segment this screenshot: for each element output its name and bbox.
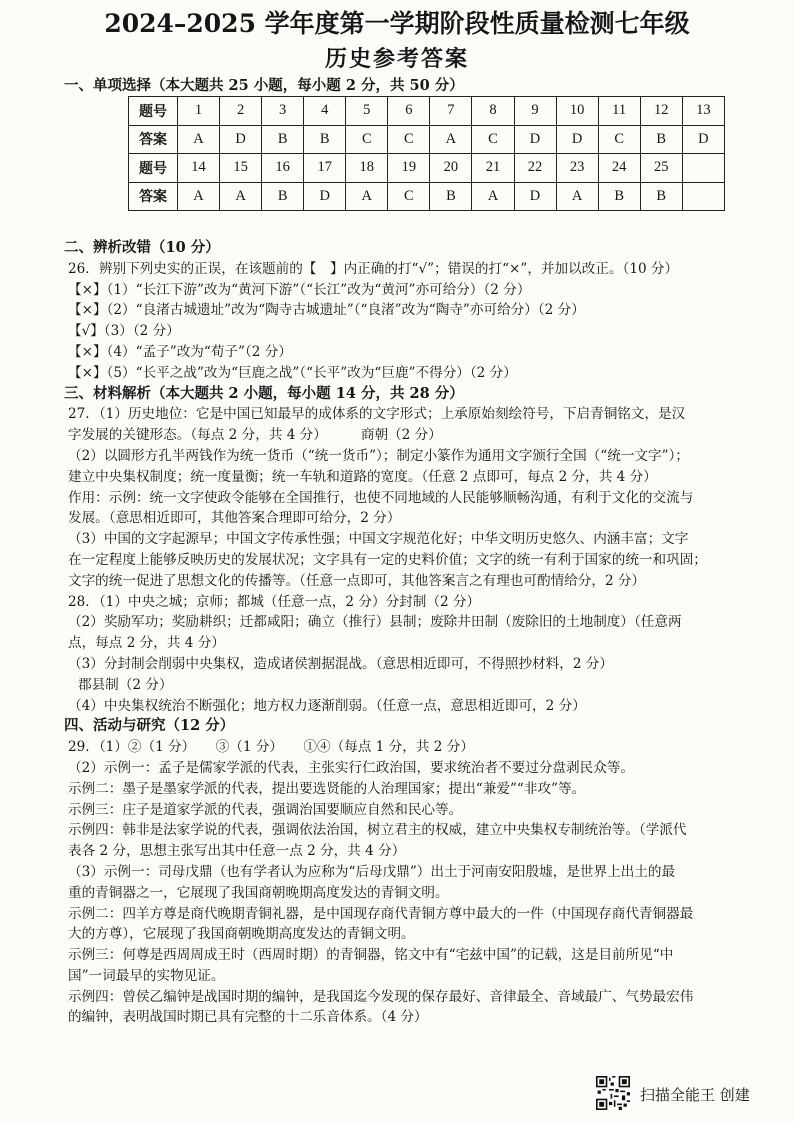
answer-line: （2）以圆形方孔半两钱作为统一货币（“统一货币”）；制定小篆作为通用文字颁行全国（“统一文字”）； [68, 447, 689, 464]
scanner-watermark [596, 1076, 786, 1112]
scanner-watermark-text: 扫描全能王 创建 [640, 1086, 750, 1104]
answer-line: 27．（1）历史地位：它是中国已知最早的成体系的文字形式；上承原始刻绘符号，下启青铜铭文，是汉 [68, 406, 686, 423]
page-subtitle: 历史参考答案 [324, 46, 469, 72]
answer-line: （3）分封制会削弱中央集权，造成诸侯割据混战。（意思相近即可，不得照抄材料，2 分） [68, 655, 613, 672]
answer-line: 【×】（2）“良渚古城遗址”改为“陶寺古城遗址”（“良渚”改为“陶寺”亦可给分）（2 分） [68, 302, 585, 319]
answer-line: 示例四：曾侯乙编钟是战国时期的编钟，是我国迄今发现的保存最好、音律最全、音域最广、气势最宏伟 [68, 988, 694, 1005]
table-cell: C [598, 125, 640, 154]
answer-line: 【×】（5）“长平之战”改为“巨鹿之战”（“长平”改为“巨鹿”不得分）（2 分） [68, 364, 517, 381]
table-cell: B [262, 182, 304, 211]
table-cell: 20 [430, 154, 472, 183]
answer-table [128, 96, 725, 211]
answer-line: （2）奖励军功；奖励耕织；迁都咸阳；确立（推行）县制；废除井田制（废除旧的土地制度）（任意两 [68, 614, 682, 631]
answer-line: 表各 2 分，思想主张写出其中任意一点 2 分，共 4 分） [68, 843, 406, 860]
table-cell: 22 [514, 154, 556, 183]
answer-line: 示例二：四羊方尊是商代晚期青铜礼器，是中国现存商代青铜方尊中最大的一件（中国现存商代青铜器最 [68, 905, 694, 922]
answer-line: 【×】（4）“孟子”改为“荀子”（2 分） [68, 343, 292, 360]
section-heading: 二、辨析改错（10 分） [64, 239, 220, 256]
answer-line: 大的方尊），它展现了我国商朝晚期高度发达的青铜文明。 [68, 926, 415, 943]
table-cell: B [430, 182, 472, 211]
answer-line: （3）示例一：司母戊鼎（也有学者认为应称为“后母戊鼎”）出土于河南安阳殷墟，是世界上出土的最 [68, 863, 676, 880]
answer-line: 重的青铜器之一，它展现了我国商朝晚期高度发达的青铜文明。 [68, 884, 449, 901]
answer-line: 示例三：何尊是西周周成王时（西周时期）的青铜器，铭文中有“宅兹中国”的记载，这是目前所见“中 [68, 947, 674, 964]
table-cell: D [682, 125, 724, 154]
table-cell: C [388, 125, 430, 154]
table-cell: B [304, 125, 346, 154]
answer-line: 文字的统一促进了思想文化的传播等。（任意一点即可，其他答案言之有理也可酌情给分，2 分） [68, 572, 646, 589]
table-cell: D [220, 125, 262, 154]
table-cell: 23 [556, 154, 598, 183]
answer-line: 字发展的关键形态。（每点 2 分，共 4 分） 商朝（2 分） [68, 427, 442, 444]
answer-line: 点，每点 2 分，共 4 分） [68, 635, 225, 652]
table-cell: 7 [430, 97, 472, 126]
table-cell: 12 [640, 97, 682, 126]
answer-line: 【×】（1）“长江下游”改为“黄河下游”（“长江”改为“黄河”亦可给分）（2 分） [68, 281, 531, 298]
table-cell: A [472, 182, 514, 211]
table-cell: 11 [598, 97, 640, 126]
answer-line: 国”一词最早的实物见证。 [68, 967, 225, 984]
table-cell: 16 [262, 154, 304, 183]
table-cell: A [178, 182, 220, 211]
qr-code-icon [596, 1076, 630, 1110]
table-cell: 10 [556, 97, 598, 126]
table-row [129, 182, 725, 211]
section-heading: 四、活动与研究（12 分） [64, 717, 235, 735]
section-heading-single-choice: 一、单项选择（本大题共 25 小题，每小题 2 分，共 50 分） [64, 77, 464, 94]
answer-line: 的编钟，表明战国时期已具有完整的十二乐音体系。（4 分） [68, 1009, 428, 1026]
answer-line: 作用：示例：统一文字使政令能够在全国推行，也使不同地域的人民能够顺畅沟通，有利于文化的交流与 [68, 489, 694, 506]
table-cell: C [346, 125, 388, 154]
table-cell: D [514, 125, 556, 154]
table-cell: 9 [514, 97, 556, 126]
table-row-label: 题号 [129, 97, 178, 126]
table-row-label: 答案 [129, 182, 178, 211]
table-row [129, 97, 725, 126]
table-cell: B [262, 125, 304, 154]
answer-line: 郡县制（2 分） [78, 676, 173, 693]
table-row [129, 154, 725, 183]
table-cell: 15 [220, 154, 262, 183]
answer-line: 建立中央集权制度；统一度量衡；统一车轨和道路的宽度。（任意 2 点即可，每点 2 分，共 4 分） [68, 468, 657, 485]
table-cell: C [472, 125, 514, 154]
table-cell: 3 [262, 97, 304, 126]
table-cell: A [220, 182, 262, 211]
table-cell: A [178, 125, 220, 154]
table-row [129, 125, 725, 154]
table-cell: B [640, 182, 682, 211]
table-cell: 5 [346, 97, 388, 126]
answer-line: 29．（1）②（1 分） ③（1 分） ①④（每点 1 分，共 2 分） [68, 739, 474, 756]
table-cell: B [598, 182, 640, 211]
table-cell: 25 [640, 154, 682, 183]
answer-line: 【√】（3）（2 分） [68, 323, 180, 340]
table-cell: 21 [472, 154, 514, 183]
table-cell: A [430, 125, 472, 154]
table-cell: A [346, 182, 388, 211]
answer-line: 26．辨别下列史实的正误，在该题前的【 】内正确的打“√”；错误的打“×”，并加以改正。（10 分） [68, 260, 679, 277]
table-cell: 14 [178, 154, 220, 183]
table-cell [682, 154, 724, 183]
answer-line: 发展。（意思相近即可，其他答案合理即可给分，2 分） [68, 510, 401, 527]
table-cell: 2 [220, 97, 262, 126]
table-cell: D [514, 182, 556, 211]
answer-line: 示例三：庄子是道家学派的代表，强调治国要顺应自然和民心等。 [68, 801, 463, 818]
table-cell: 1 [178, 97, 220, 126]
answer-line: （2）示例一：孟子是儒家学派的代表，主张实行仁政治国，要求统治者不要过分盘剥民众等。 [68, 759, 634, 776]
answer-line: 示例四：韩非是法家学说的代表，强调依法治国，树立君主的权威，建立中央集权专制统治等。（学派代 [68, 822, 687, 839]
answer-line: 28．（1）中央之城；京师；都城（任意一点，2 分）分封制（2 分） [68, 593, 481, 610]
answer-line: 在一定程度上能够反映历史的发展状况；文字具有一定的史料价值；文字的统一有利于国家的统一和巩固； [68, 551, 707, 568]
table-cell: 18 [346, 154, 388, 183]
section-heading: 三、材料解析（本大题共 2 小题，每小题 14 分，共 28 分） [64, 384, 464, 402]
table-row-label: 答案 [129, 125, 178, 154]
table-cell: D [304, 182, 346, 211]
answer-line: （3）中国的文字起源早；中国文字传承性强；中国文字规范化好；中华文明历史悠久、内涵丰富；文字 [68, 531, 689, 548]
table-cell: B [640, 125, 682, 154]
table-cell: 19 [388, 154, 430, 183]
answer-body [64, 238, 784, 1028]
answer-line: 示例二：墨子是墨家学派的代表，提出要选贤能的人治理国家；提出“兼爱”“非攻”等。 [68, 780, 586, 797]
table-cell: 6 [388, 97, 430, 126]
table-row-label: 题号 [129, 154, 178, 183]
table-cell: 17 [304, 154, 346, 183]
table-cell: 13 [682, 97, 724, 126]
table-cell: D [556, 125, 598, 154]
table-cell: 8 [472, 97, 514, 126]
table-cell: A [556, 182, 598, 211]
answer-line: （4）中央集权统治不断强化；地方权力逐渐削弱。（任意一点，意思相近即可，2 分） [68, 697, 586, 714]
table-cell [682, 182, 724, 211]
table-cell: C [388, 182, 430, 211]
table-cell: 24 [598, 154, 640, 183]
table-cell: 4 [304, 97, 346, 126]
page-title: 2024–2025 学年度第一学期阶段性质量检测七年级 [104, 9, 690, 38]
